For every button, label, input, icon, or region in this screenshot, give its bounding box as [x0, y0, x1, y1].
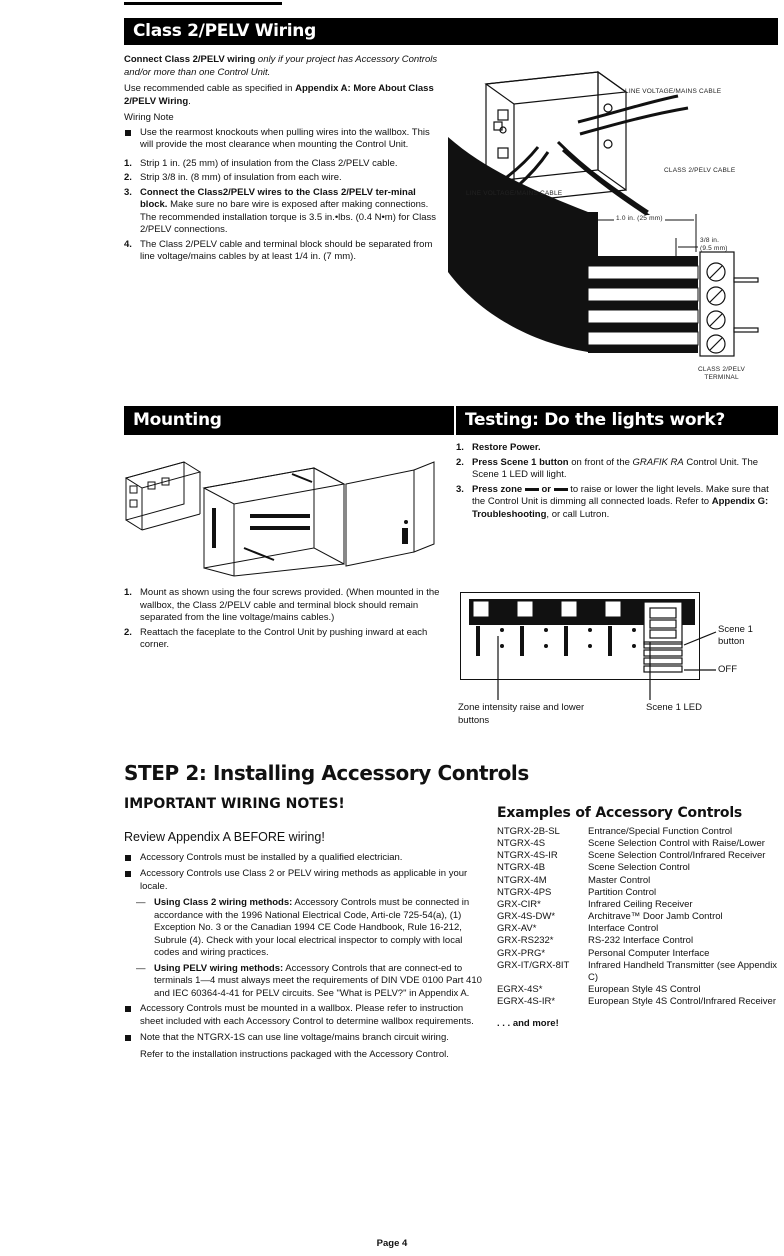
label-off: OFF [718, 664, 737, 675]
wiring-note-title: Wiring Note [124, 112, 174, 124]
table-row: NTGRX-4S-IR Scene Selection Control/Infrared Receiver [497, 850, 766, 862]
label-terminal: CLASS 2/PELV TERMINAL [698, 366, 746, 382]
note-class2: — Using Class 2 wiring methods: Accessory Controls must be connected in accordance with the 1996 National Electrical Code, Arti-cle 725-54(a), (1) Exception No. 3 or the Canadian 1994 CE Code Handbook, Rule 16-212, Subrule (4). Check with your local electrical inspector to comply with local codes and wiring practices. [136, 897, 470, 959]
note-qualified: Accessory Controls must be installed by a qualified electrician. [124, 852, 482, 865]
label-class2-cable: CLASS 2/PELV CABLE [664, 167, 736, 174]
class2-text [124, 54, 442, 266]
examples-table [497, 826, 778, 1035]
table-row: GRX-IT/GRX-8IT Infrared Handheld Transmitter (see Appendix C) [497, 959, 778, 983]
and-more: . . . and more! [497, 1018, 559, 1030]
table-row: GRX-AV* Interface Control [497, 923, 659, 935]
wiring-diagram-svg [448, 52, 778, 382]
testing-step-1: 1. Restore Power. [456, 442, 541, 453]
mounting-heading: Mounting [124, 406, 454, 435]
mounting-step-1: 1. Mount as shown using the four screws provided. (When mounted in the wallbox, the Class 2/PELV cable and terminal block should remain separated from the line voltage/mains cables.) [124, 587, 440, 624]
wiring-diagram [448, 52, 778, 382]
class2-step-4: 4. The Class 2/PELV cable and terminal block should be separated from line voltage/mains cables by at least 1/4 in. (7 mm). [124, 238, 433, 263]
table-row: NTGRX-4B Scene Selection Control [497, 862, 690, 874]
class2-step-3: 3. Connect the Class2/PELV wires to the Class 2/PELV ter-minal block. Make sure no bare wire is exposed after making connections. The recommended installation torque is 3.5 in.•lbs. (0.4 N•m) for Class 2/PELV connections. [124, 186, 436, 236]
testing-heading: Testing: Do the lights work? [456, 406, 778, 435]
note-wallbox: Accessory Controls must be mounted in a wallbox. Please refer to instruction sheet included with each Accessory Control to determine wallbox requirements. [124, 1003, 482, 1028]
raise-bar-icon [525, 488, 539, 491]
table-row: EGRX-4S* European Style 4S Control [497, 984, 701, 996]
label-line-voltage-left: LINE VOLTAGE/MAINS CABLE [466, 190, 563, 197]
table-row: NTGRX-4S Scene Selection Control with Raise/Lower [497, 838, 765, 850]
testing-step-3: 3. Press zone or to raise or lower the light levels. Make sure that the Control Unit is dimming all connected loads. Refer to Appendix G: Troubleshooting, or call Lutron. [456, 483, 769, 520]
class2-step-2: 2. Strip 3/8 in. (8 mm) of insulation from each wire. [124, 172, 342, 184]
table-row: GRX-CIR* Infrared Ceiling Receiver [497, 898, 693, 910]
note-refer-instructions: Refer to the installation instructions packaged with the Accessory Control. [140, 1048, 449, 1060]
table-row: GRX-4S-DW* Architrave™ Door Jamb Control [497, 911, 723, 923]
mounting-diagram [124, 448, 454, 578]
page-number: Page 4 [376, 1238, 408, 1249]
testing-text [456, 442, 778, 523]
table-row: NTGRX-2B-SL Entrance/Special Function Control [497, 826, 733, 837]
important-notes-title: IMPORTANT WIRING NOTES! [124, 796, 345, 812]
note-pelv: — Using PELV wiring methods: Accessory Controls that are connect-ed to terminals 1—4 must always meet the requirements of DIN VDE 0100 Part 410 and IEC 60364-4-41 for PELV circuits. See "What is PELV?" in Appendix A. [136, 962, 482, 999]
examples-title: Examples of Accessory Controls [497, 805, 743, 821]
step2-text [124, 829, 482, 1065]
lower-bar-icon [554, 488, 568, 491]
control-unit-diagram [458, 590, 778, 740]
label-line-voltage-right: LINE VOLTAGE/MAINS CABLE [625, 88, 722, 95]
testing-step-2: 2. Press Scene 1 button on front of the GRAFIK RA Control Unit. The Scene 1 LED will light. [456, 456, 759, 481]
review-appendix: Review Appendix A BEFORE wiring! [124, 830, 325, 844]
class2-step-1: 1. Strip 1 in. (25 mm) of insulation from the Class 2/PELV cable. [124, 157, 398, 169]
class2-heading: Class 2/PELV Wiring [124, 18, 778, 45]
label-zone-intensity: Zone intensity raise and lower buttons [458, 702, 585, 726]
note-wiring-methods: Accessory Controls use Class 2 or PELV wiring methods as applicable in your locale. [124, 868, 482, 893]
class2-intro: Connect Class 2/PELV wiring only if your project has Accessory Controls and/or more than one Control Unit. [124, 54, 438, 78]
table-row: GRX-PRG* Personal Computer Interface [497, 947, 710, 959]
mounting-step-2: 2. Reattach the faceplate to the Control Unit by pushing inward at each corner. [124, 626, 428, 651]
step2-title: STEP 2: Installing Accessory Controls [124, 761, 529, 785]
table-row: NTGRX-4PS Partition Control [497, 886, 657, 898]
table-row: NTGRX-4M Master Control [497, 874, 651, 886]
wiring-note: Use the rearmost knockouts when pulling wires into the wallbox. This will provide the most clearance when mounting the Control Unit. [124, 127, 442, 152]
table-row: EGRX-4S-IR* European Style 4S Control/Infrared Receiver [497, 996, 776, 1008]
label-scene1-button: Scene 1 button [718, 624, 753, 648]
mounting-diagram-svg [124, 448, 454, 578]
label-scene1-led: Scene 1 LED [646, 702, 702, 713]
table-row: GRX-RS232* RS-232 Interface Control [497, 935, 694, 947]
top-rule [124, 2, 282, 5]
mounting-text [124, 587, 456, 654]
class2-use: Use recommended cable as specified in Appendix A: More About Class 2/PELV Wiring. [124, 83, 434, 107]
label-dim-38in: 3/8 in. (9.5 mm) [700, 237, 728, 252]
label-dim-1in: 1.0 in. (25 mm) [616, 215, 663, 222]
note-ntgrx-1s: Note that the NTGRX-1S can use line voltage/mains branch circuit wiring. [124, 1032, 482, 1045]
